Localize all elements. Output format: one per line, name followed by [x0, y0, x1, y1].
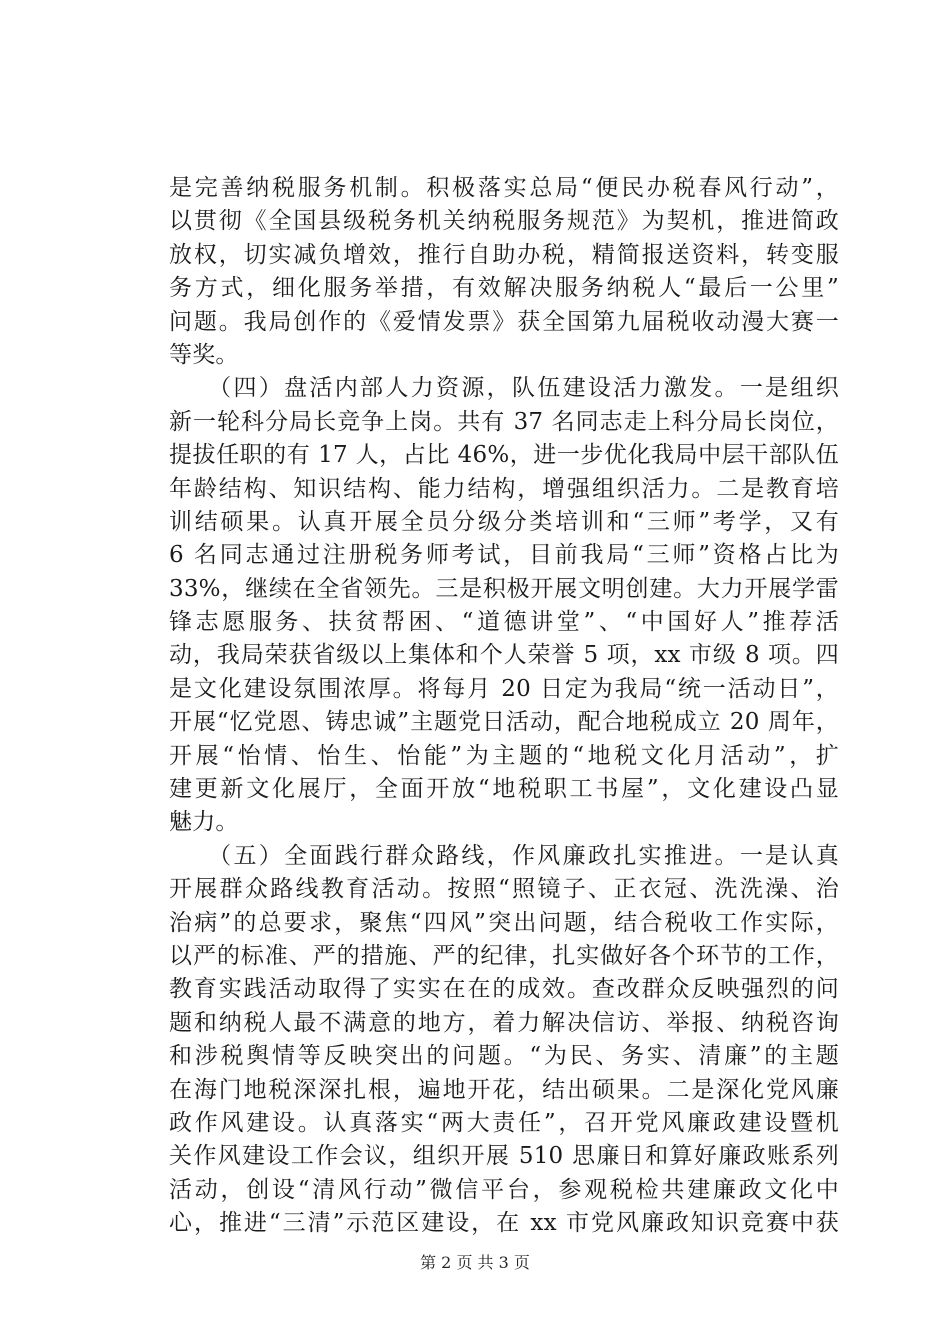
text-line: 治病”的总要求，聚焦“四风”突出问题，结合税收工作实际， [169, 909, 839, 936]
text-line: 6 名同志通过注册税务师考试，目前我局“三师”资格占比为 [169, 542, 839, 569]
text-line: 教育实践活动取得了实实在在的成效。查改群众反映强烈的问 [169, 976, 839, 1003]
text-line: 33%，继续在全省领先。三是积极开展文明创建。大力开展学雷 [169, 575, 839, 602]
text-line: 题和纳税人最不满意的地方，着力解决信访、举报、纳税咨询 [169, 1009, 839, 1036]
text-line: 等奖。 [169, 341, 239, 368]
page-footer: 第 2 页 共 3 页 [420, 1253, 530, 1272]
text-line: 以贯彻《全国县级税务机关纳税服务规范》为契机，推进简政 [169, 208, 839, 235]
text-line: 是文化建设氛围浓厚。将每月 20 日定为我局“统一活动日”， [169, 675, 839, 702]
text-line: 务方式，细化服务举措，有效解决服务纳税人“最后一公里” [169, 275, 839, 302]
text-line: 和涉税舆情等反映突出的问题。“为民、务实、清廉”的主题 [169, 1043, 839, 1070]
text-line: 开展群众路线教育活动。按照“照镜子、正衣冠、洗洗澡、治 [169, 876, 839, 903]
text-line: 问题。我局创作的《爱情发票》获全国第九届税收动漫大赛一 [169, 308, 839, 335]
text-line: 放权，切实减负增效，推行自助办税，精简报送资料，转变服 [169, 241, 839, 268]
text-line: 活动，创设“清风行动”微信平台，参观税检共建廉政文化中 [169, 1176, 839, 1203]
text-line: 训结硕果。认真开展全员分级分类培训和“三师”考学，又有 [169, 508, 839, 535]
text-line: 开展“忆党恩、铸忠诚”主题党日活动，配合地税成立 20 周年， [169, 709, 839, 736]
text-line: 开展“怡情、怡生、怡能”为主题的“地税文化月活动”，扩 [169, 742, 839, 769]
text-line: 新一轮科分局长竞争上岗。共有 37 名同志走上科分局长岗位， [169, 408, 839, 435]
text-line: 年龄结构、知识结构、能力结构，增强组织活力。二是教育培 [169, 475, 839, 502]
text-line: 动，我局荣获省级以上集体和个人荣誉 5 项，xx 市级 8 项。四 [169, 642, 839, 669]
text-line: （四）盘活内部人力资源，队伍建设活力激发。一是组织 [169, 375, 839, 402]
text-line: 政作风建设。认真落实“两大责任”，召开党风廉政建设暨机 [169, 1109, 839, 1136]
text-line: 建更新文化展厅，全面开放“地税职工书屋”，文化建设凸显 [169, 776, 839, 803]
text-line: 是完善纳税服务机制。积极落实总局“便民办税春风行动”， [169, 175, 839, 201]
text-line: 在海门地税深深扎根，遍地开花，结出硕果。二是深化党风廉 [169, 1076, 839, 1103]
text-line: 魅力。 [169, 809, 239, 836]
document-body [169, 172, 839, 1241]
text-line: 锋志愿服务、扶贫帮困、“道德讲堂”、“中国好人”推荐活 [169, 609, 839, 636]
text-line: 以严的标准、严的措施、严的纪律，扎实做好各个环节的工作， [169, 942, 839, 969]
text-line: 心，推进“三清”示范区建设，在 xx 市党风廉政知识竞赛中获 [169, 1210, 839, 1237]
text-line: 关作风建设工作会议，组织开展 510 思廉日和算好廉政账系列 [169, 1143, 839, 1170]
text-line: 提拔任职的有 17 人，占比 46%，进一步优化我局中层干部队伍 [169, 442, 839, 469]
text-line: （五）全面践行群众路线，作风廉政扎实推进。一是认真 [169, 842, 839, 869]
